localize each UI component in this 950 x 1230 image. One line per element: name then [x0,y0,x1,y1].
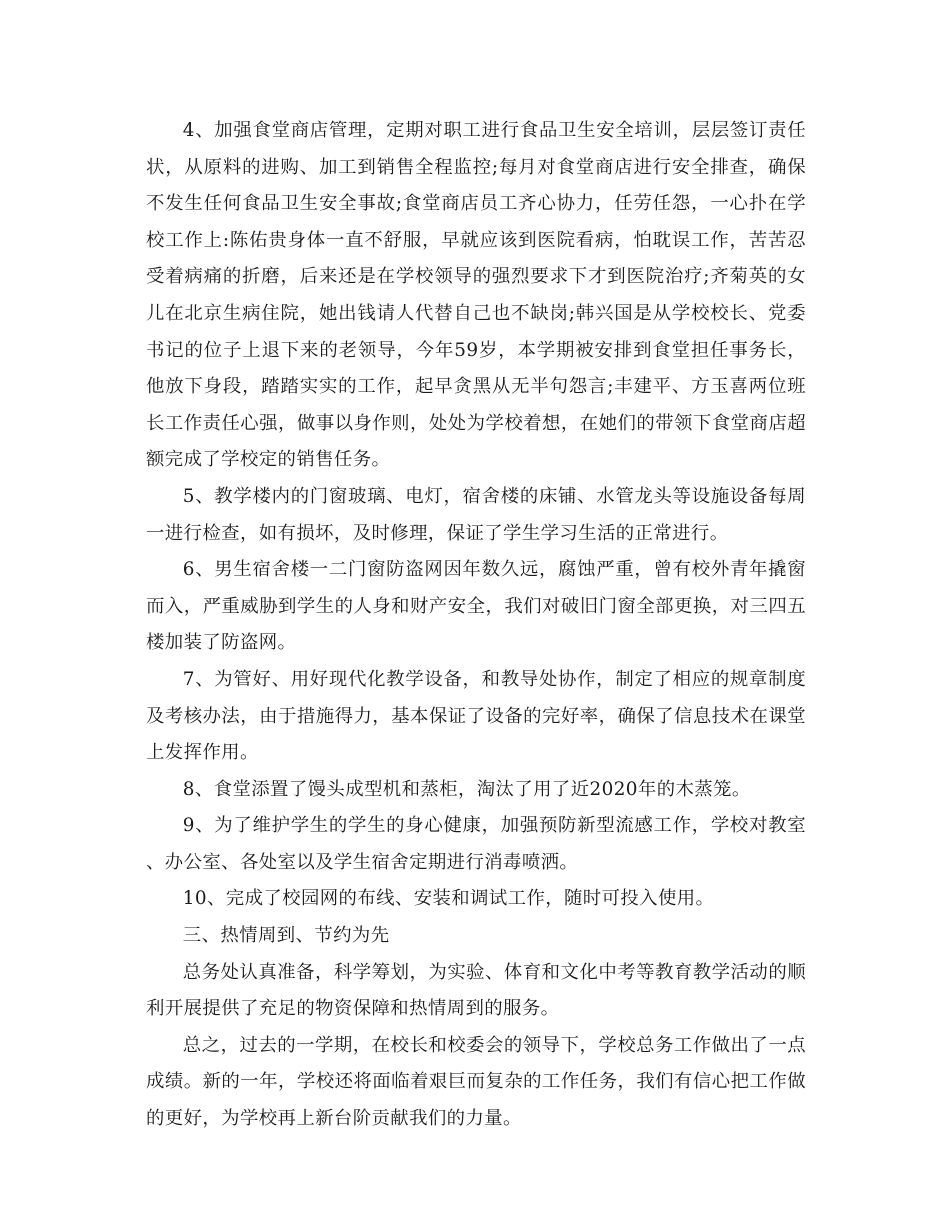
paragraph-campus-network: 10、完成了校园网的布线、安装和调试工作，随时可投入使用。 [182,888,715,910]
paragraph-facility-inspection: 5、教学楼内的门窗玻璃、电灯，宿舍楼的床铺、水管龙头等设施设备每周一进行检查，如有损坏，及时修理，保证了学生学习生活的正常进行。 [146,485,806,544]
document-body [146,113,806,1138]
paragraph-disinfection: 9、为了维护学生的学生的身心健康，加强预防新型流感工作，学校对教室、办公室、各处室以及学生宿舍定期进行消毒喷洒。 [146,815,806,873]
paragraph-teaching-equipment: 7、为管好、用好现代化教学设备，和教导处协作，制定了相应的规章制度及考核办法，由于措施得力，基本保证了设备的完好率，确保了信息技术在课堂上发挥作用。 [146,668,806,764]
paragraph-canteen-equipment: 8、食堂添置了馒头成型机和蒸柜，淘汰了用了近2020年的木蒸笼。 [182,778,751,800]
section-heading-3: 三、热情周到、节约为先 [182,925,390,947]
paragraph-logistics-support: 总务处认真准备，科学筹划，为实验、体育和文化中考等教育教学活动的顺利开展提供了充足的物资保障和热情周到的服务。 [146,961,806,1020]
paragraph-summary: 总之，过去的一学期，在校长和校委会的领导下，学校总务工作做出了一点成绩。新的一年，学校还将面临着艰巨而复杂的工作任务，我们有信心把工作做的更好，为学校再上新台阶贡献我们的力量。 [146,1034,806,1130]
paragraph-canteen-management: 4、加强食堂商店管理，定期对职工进行食品卫生安全培训，层层签订责任状，从原料的进购、加工到销售全程监控;每月对食堂商店进行安全排查，确保不发生任何食品卫生安全事故;食堂商店员工齐心协力，任劳任怨，一心扑在学校工作上:陈佑贵身体一直不舒服，早就应该到医院看病，怕耽误工作，苦苦忍受着病痛的折磨，后来还是在学校领导的强烈要求下才到医院治疗;齐菊英的女儿在北京生病住院，她出钱请人代替自己也不缺岗;韩兴国是从学校校长、党委书记的位子上退下来的老领导，今年59岁，本学期被安排到食堂担任事务长，他放下身段，踏踏实实的工作，起早贪黑从无半句怨言;丰建平、方玉喜两位班长工作责任心强，做事以身作则，处处为学校着想，在她们的带领下食堂商店超额完成了学校定的销售任务。 [146,120,806,471]
paragraph-anti-theft-nets: 6、男生宿舍楼一二门窗防盗网因年数久远，腐蚀严重，曾有校外青年撬窗而入，严重威胁到学生的人身和财产安全，我们对破旧门窗全部更换，对三四五楼加装了防盗网。 [146,559,806,654]
